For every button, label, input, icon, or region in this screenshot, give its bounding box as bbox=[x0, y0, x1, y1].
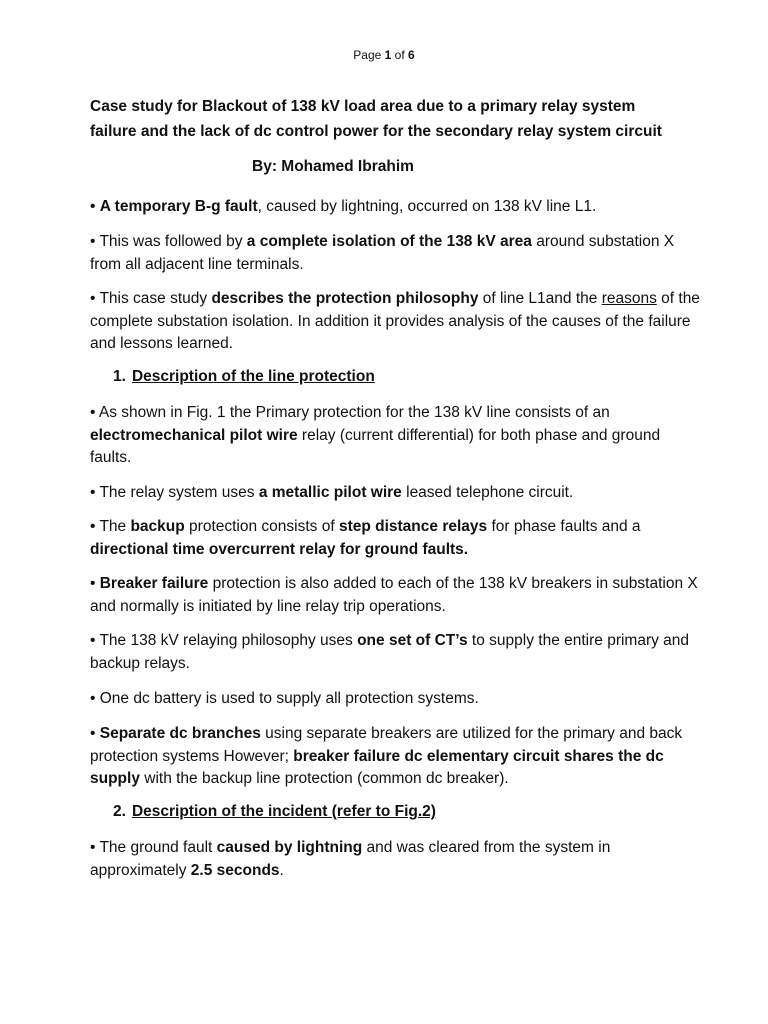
page-word: Page bbox=[353, 48, 385, 62]
section-number: 1. bbox=[113, 368, 126, 385]
of-word: of bbox=[391, 48, 409, 62]
page-header bbox=[0, 48, 768, 62]
title-line-2: failure and the lack of dc control power for the secondary relay system circuit bbox=[90, 123, 662, 140]
paragraph-primary-protection: • As shown in Fig. 1 the Primary protection for the 138 kV line consists of an electromechanical pilot wire relay (current differential) for both phase and ground faults. bbox=[90, 404, 661, 466]
paragraph-dc-battery: • One dc battery is used to supply all protection systems. bbox=[90, 690, 479, 707]
paragraph-backup: • The backup protection consists of step distance relays for phase faults and a directional time overcurrent relay for ground faults. bbox=[90, 518, 641, 558]
section-heading-1 bbox=[113, 368, 375, 386]
paragraph-case-study: • This case study describes the protection philosophy of line L1and the reasons of the complete substation isolation. In addition it provides analysis of the causes of the failure and lessons learned. bbox=[90, 290, 700, 352]
page-total: 6 bbox=[408, 48, 415, 62]
paragraph-fault: • A temporary B-g fault, caused by lightning, occurred on 138 kV line L1. bbox=[90, 198, 597, 215]
author-line: By: Mohamed Ibrahim bbox=[252, 158, 414, 175]
section-title: Description of the incident (refer to Fig.2) bbox=[131, 803, 436, 820]
paragraph-dc-branches: • Separate dc branches using separate breakers are utilized for the primary and back protection systems However; breaker failure dc elementary circuit shares the dc supply with the backup line protection (common dc breaker). bbox=[90, 725, 683, 787]
section-heading-2 bbox=[113, 803, 436, 821]
paragraph-isolation: • This was followed by a complete isolation of the 138 kV area around substation X from all adjacent line terminals. bbox=[90, 233, 675, 273]
section-title: Description of the line protection bbox=[131, 368, 375, 385]
paragraph-breaker-failure: • Breaker failure protection is also added to each of the 138 kV breakers in substation X and normally is initiated by line relay trip operations. bbox=[90, 575, 698, 615]
page-number: 1 bbox=[384, 48, 392, 62]
section-number: 2. bbox=[113, 803, 126, 820]
title-line-1: Case study for Blackout of 138 kV load area due to a primary relay system bbox=[90, 98, 636, 115]
document-title bbox=[90, 94, 730, 144]
paragraph-incident: • The ground fault caused by lightning and was cleared from the system in approximately 2.5 seconds. bbox=[90, 839, 611, 879]
paragraph-ct: • The 138 kV relaying philosophy uses one set of CT’s to supply the entire primary and backup relays. bbox=[90, 632, 690, 672]
paragraph-pilot-wire: • The relay system uses a metallic pilot wire leased telephone circuit. bbox=[90, 484, 574, 501]
